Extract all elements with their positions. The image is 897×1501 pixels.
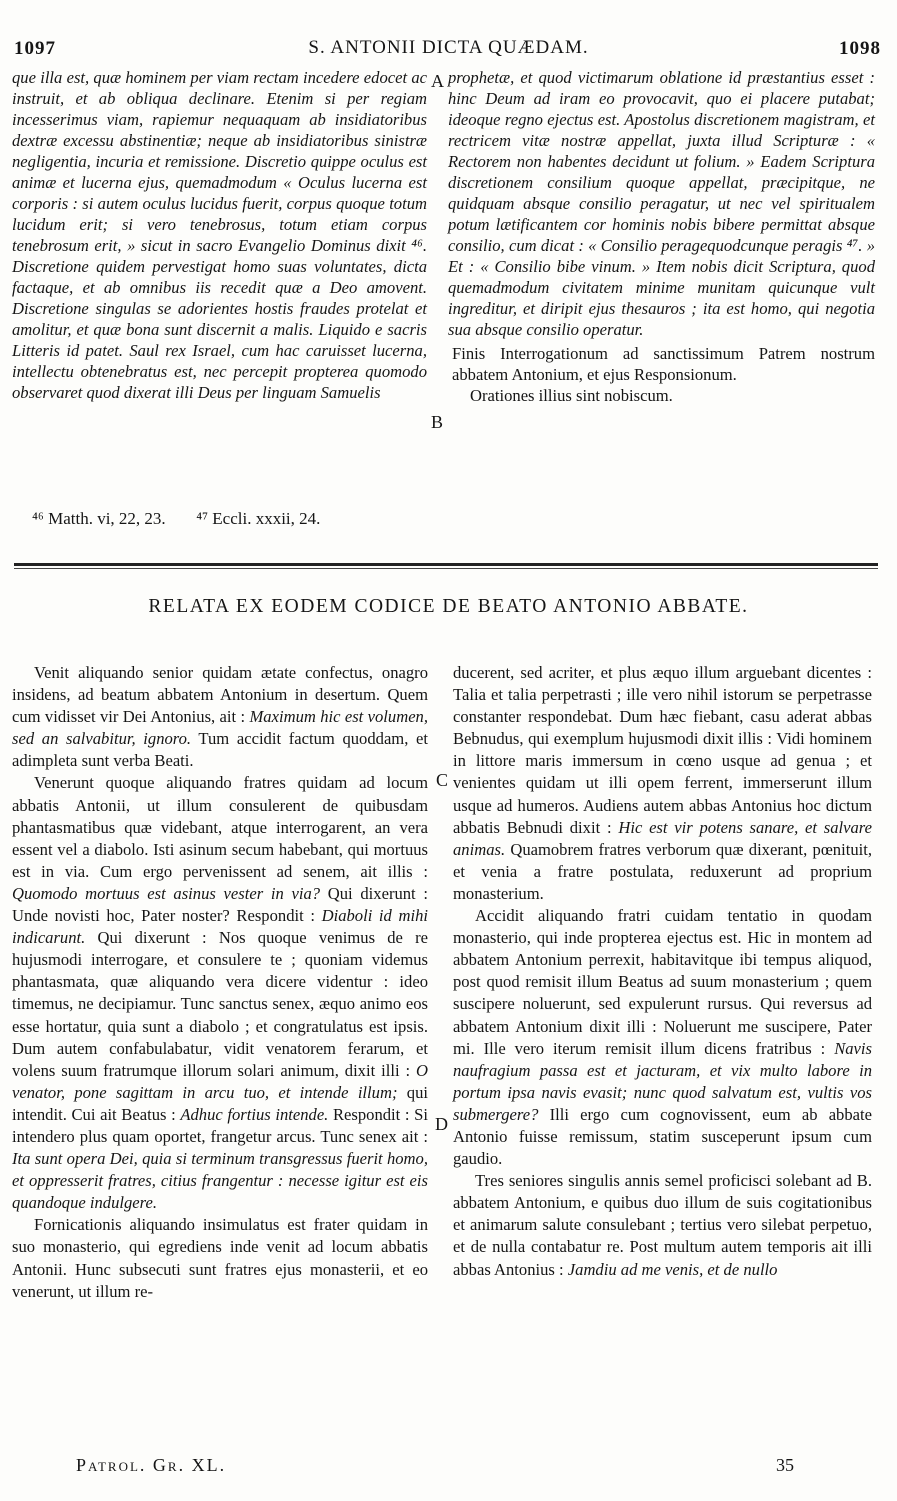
finis-line: Finis Interrogationum ad sanctissimum Patrem nostrum abbatem Antonium, et ejus Responsionum. [452, 344, 875, 384]
footer-sheet-number: 35 [776, 1455, 794, 1475]
text-run: ducerent, sed acriter, et plus æquo illum arguebant dicentes : Talia et talia perpetrasti ; ille vero nihil istorum se perpetrasse constanter respondebat. Dum hæc fiebant, casu aderat abbas Bebnudus, qui exemplum hujusmodi dixit illis : Vidi hominem in littore maris immersum in cœno usque ad genua ; et venientes quidam ut illi opem ferrent, immerserunt illum usque ad humeros. Audiens autem abbas Antonius hoc dictum abbatis Bebnudi dixit : [453, 663, 872, 837]
text-run: Venit aliquando senior quidam ætate confectus, onagro insidens, ad beatum abbatem Antonium in desertum. Quem cum vidisset vir Dei Antonius, ait : [12, 663, 428, 727]
text-run: Respondit : Si intendero plus quam oportet, frangetur arcus. Tunc senex ait : [12, 1104, 428, 1146]
paragraph-temptation [453, 905, 872, 1170]
top-right-column [448, 67, 875, 406]
footnotes [32, 509, 320, 529]
italic-run: Diaboli id mihi indicarunt. [12, 906, 428, 948]
text-run: Qui dixerunt : Nos quoque venimus de re hujusmodi interrogare, et consulere te ; quoniam videmus phantasmata, quæ aliquando vera dicere videntur : ideo timemus, ne decipiamur. Tunc sanctus senex, æquo animo eos esse hortatur, quia sunt a diabolo ; et congratulatus est ipsis. Dum autem confabulabatur, vidit venatorem ferarum, et volens suum fratrumque illorum solari animum, dixit illi : [12, 928, 428, 1080]
margin-letter-a: A [431, 71, 444, 91]
top-left-column [12, 67, 427, 403]
section-divider-thick [14, 563, 878, 566]
text-run: Venerunt quoque aliquando fratres quidam ad locum abbatis Antonii, ut illum consulerent de quibusdam phantasmatibus quæ videbant, atque interrogarent, an vera essent vel a diabolo. Isti asinum secum habebant, qui mortuus est in via. Cum ergo pervenissent ad senem, ait illis : [12, 773, 428, 881]
italic-run: Navis naufragium passa est et jacturam, et vix multo labore in portum ipsa navis evasit; nunc quod salvatum est, vultis vos submergere? [453, 1038, 872, 1124]
bottom-left-column [12, 662, 428, 1303]
text-run: Qui dixerunt : Unde novisti hoc, Pater noster? Respondit : [12, 883, 428, 926]
top-right-text: prophetæ, et quod victimarum oblatione id præstantius esset : hinc Deum ad iram eo provocavit, quo ei placere putabat; ideoque regno ejectus est. Apostolus discretionem magistram, et rectricem vitæ nostræ appellat, juxta illud Scripturæ : « Rectorem non habentes decidunt ut folium. » Eadem Scriptura discretionem consilium quoque appellat, præcipitque, ne quidquam absque consilio peragatur, ut nec vel spiritualem potum lætificantem cor hominis nobis bibere permittat absque consilio, cum dicat : « Consilio peragequodcunque peragis ⁴⁷. » Et : « Consilio bibe vinum. » Item nobis dicit Scriptura, quod quemadmodum civitatem minime munitam quicunque vult ingreditur, et diripit ejus thesauros ; ita est homo, qui negotia sua absque consilio operatur. [448, 68, 875, 339]
text-run: Tres seniores singulis annis semel proficisci solebant ad B. abbatem Antonium, e quibus duo illum de suis cogitationibus et animarum salute consulebant ; tertius vero silebat perpetuo, et de nulla contabatur re. Post multum autem temporis ait illi abbas Antonius : [453, 1171, 872, 1279]
running-title: S. ANTONII DICTA QUÆDAM. [308, 37, 589, 58]
finis-prayer: Orationes illius sint nobiscum. [470, 386, 673, 405]
footer-signature: Patrol. Gr. XL. [76, 1455, 227, 1475]
footnote-47: ⁴⁷ Eccli. xxxii, 24. [196, 509, 321, 528]
text-run: Accidit aliquando fratri cuidam tentatio in quodam monasterio, qui inde propterea ejectus est. Hic in montem ad abbatem Antonium perrexit, habitavitque ibi tempus aliquod, post quod remisit illum Beatus ad suum monasterium ; quem suscipere noluerunt, sed expulerunt rursus. Qui reversus ad abbatem Antonium dixit illi : Noluerunt me suscipere, Pater mi. Ille vero iterum remisit illum dicens fratribus : [453, 906, 872, 1058]
paragraph-fornication: Fornicationis aliquando insimulatus est frater quidam in suo monasterio, qui egrediens inde venit ad locum abbatis Antonii. Hunc subsecuti sunt fratres ejus monasterii, et eo venerunt, ut illum re- [12, 1215, 428, 1301]
italic-run: Maximum hic est volumen, sed an salvabitur, ignoro. [12, 707, 428, 749]
footnote-46: ⁴⁶ Matth. vi, 22, 23. [32, 509, 166, 528]
page-number-right: 1098 [839, 38, 881, 59]
finis-block [448, 343, 875, 406]
section-title: RELATA EX EODEM CODICE DE BEATO ANTONIO ABBATE. [148, 596, 749, 617]
paragraph-onager [12, 662, 428, 772]
page-header [0, 0, 897, 64]
top-left-text: que illa est, quæ hominem per viam rectam incedere edocet ac instruit, et ab obliqua declinare. Etenim si per regiam incesserimus viam, rapiemur nequaquam ab insidiatoribus dextræ excessu abstinentiæ; neque ab insidiatoribus sinistræ negligentia, incuria et remissione. Discretio quippe oculus est animæ et lucerna ejus, quemadmodum « Oculus lucerna est corporis : si autem oculus lucidus fuerit, corpus quoque totum lucidum erit; si vero tenebrosus, totum etiam corpus tenebrosum erit, » sicut in sacro Evangelio Dominus dixit ⁴⁶. Discretione quidem pervestigat homo suas voluntates, dicta factaque, et ab omnibus iis recedit quæ a Deo amovent. Discretione singulas se adorientes hostis fraudes protelat et amolitur, et quæ bona sunt discernit a malis. Liquido e sacris Litteris id patet. Saul rex Israel, cum hac caruisset lucerna, intellectu obtenebratus est, nec percepit propterea quomodo observaret quod dixerat illi Deus per linguam Samuelis [12, 68, 427, 402]
paragraph-three-elders [453, 1170, 872, 1280]
text-run: Illi ergo cum cognovissent, eum ab abbate Antonio fuisse remissum, statim susceperunt ipsum cum gaudio. [453, 1104, 872, 1169]
italic-run: Adhuc fortius intende. [180, 1104, 329, 1124]
text-run: qui intendit. Cui ait Beatus : [12, 1082, 428, 1124]
italic-run: Hic est vir potens sanare, et salvare animas. [453, 817, 872, 859]
margin-letter-b: B [431, 412, 444, 432]
bottom-right-column [453, 662, 872, 1281]
italic-run: Ita sunt opera Dei, quia si terminum transgressus fuerit homo, et oppresserit fratres, citius frangentur : necesse igitur est eis quandoque indulgere. [12, 1149, 428, 1213]
page-number-left: 1097 [14, 38, 56, 59]
margin-letter-c: C [436, 770, 449, 790]
paragraph-bebnudus [453, 662, 872, 905]
text-run: Quamobrem fratres verborum quæ dixerant, pœnituit, et venia a fratre postulata, reduxerunt ad proprium monasterium. [453, 839, 872, 903]
italic-run: Jamdiu ad me venis, et de nullo [567, 1259, 778, 1279]
italic-run: Quomodo mortuus est asinus vester in via? [12, 883, 321, 903]
italic-run: O venator, pone sagittam in arcu tuo, et intende illum; [12, 1060, 428, 1102]
margin-letter-d: D [435, 1114, 448, 1134]
section-divider-thin [14, 568, 878, 569]
text-run: Tum accidit factum quoddam, et adimpleta sunt verba Beati. [12, 729, 428, 771]
paragraph-phantasms [12, 772, 428, 1214]
